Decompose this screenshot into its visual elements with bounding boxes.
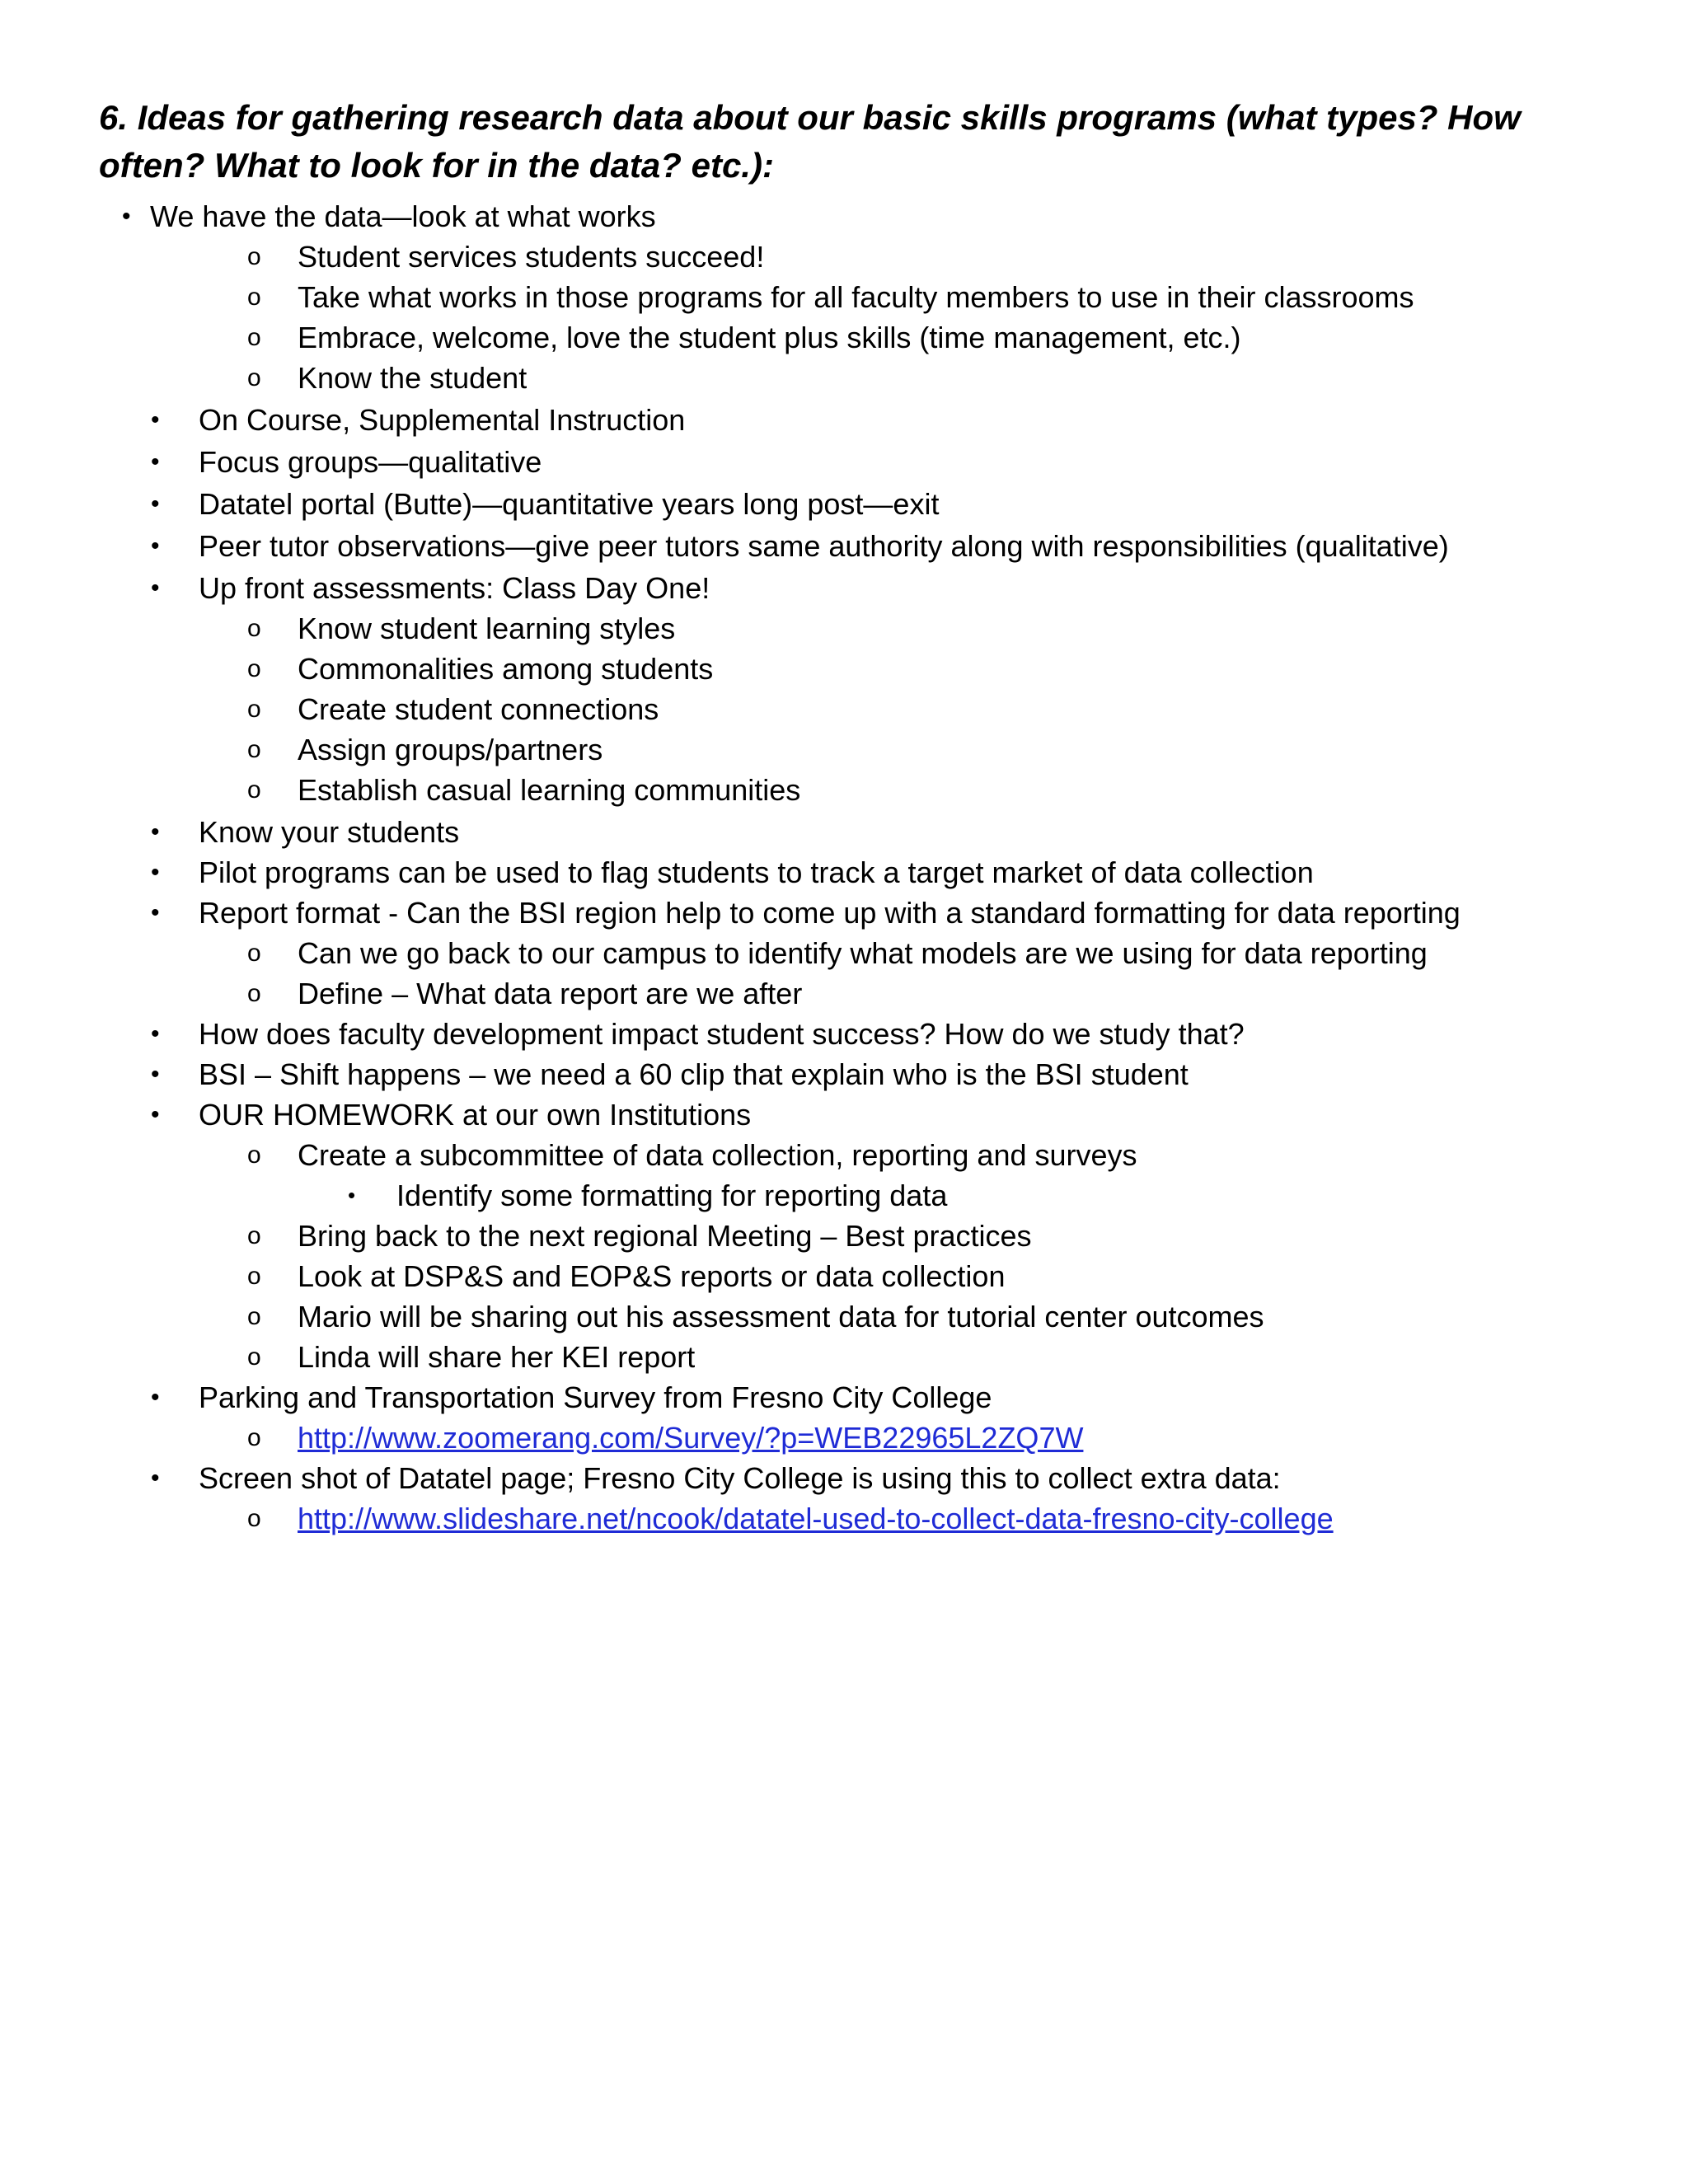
list-item-text: Define – What data report are we after — [298, 977, 803, 1010]
section-heading — [99, 94, 1582, 190]
list-item-text: Student services students succeed! — [298, 240, 765, 274]
heading-line-1: 6. Ideas for gathering research data about our basic skills programs (what types? How — [99, 98, 1521, 137]
circle-bullet-icon: o — [247, 364, 261, 391]
bullet-icon: • — [151, 899, 160, 926]
bullet-icon: • — [151, 1384, 160, 1411]
slideshare-link[interactable]: http://www.slideshare.net/ncook/datatel-used-to-collect-data-fresno-city-college — [298, 1502, 1334, 1535]
list-item-text: Know the student — [298, 361, 528, 395]
circle-bullet-icon: o — [247, 980, 261, 1007]
circle-bullet-icon: o — [247, 776, 261, 804]
bullet-icon: • — [151, 818, 160, 846]
list-item-text: How does faculty development impact student success? How do we study that? — [199, 1017, 1245, 1051]
circle-bullet-icon: o — [247, 1424, 261, 1451]
list-item-text: Can we go back to our campus to identify what models are we using for data reporting — [298, 936, 1428, 970]
circle-bullet-icon: o — [247, 1343, 261, 1371]
bullet-icon: • — [151, 859, 160, 886]
list-item-text: Commonalities among students — [298, 652, 714, 686]
list-item-text: Pilot programs can be used to flag students to track a target market of data collection — [199, 855, 1314, 889]
list-item-text: BSI – Shift happens – we need a 60 clip that explain who is the BSI student — [199, 1057, 1189, 1091]
list-item-text: Parking and Transportation Survey from Fresno City College — [199, 1380, 992, 1414]
bullet-icon: • — [151, 406, 160, 434]
circle-bullet-icon: o — [247, 736, 261, 763]
bullet-icon: • — [151, 490, 160, 518]
list-item-text: Embrace, welcome, love the student plus skills (time management, etc.) — [298, 321, 1241, 354]
bullet-icon: • — [151, 1465, 160, 1492]
bullet-icon: • — [348, 1183, 356, 1207]
list-item-text: Bring back to the next regional Meeting – Best practices — [298, 1219, 1032, 1253]
list-item-text: Mario will be sharing out his assessment data for tutorial center outcomes — [298, 1300, 1264, 1333]
list-item-text: On Course, Supplemental Instruction — [199, 403, 686, 437]
bullet-icon: • — [151, 532, 160, 560]
list-item-text: OUR HOMEWORK at our own Institutions — [199, 1098, 752, 1132]
bullet-icon: • — [151, 574, 160, 602]
circle-bullet-icon: o — [247, 655, 261, 682]
list-item-text: Peer tutor observations—give peer tutors same authority along with responsibilities (qualitative) — [199, 529, 1449, 563]
list-item-text: Linda will share her KEI report — [298, 1340, 696, 1374]
circle-bullet-icon: o — [247, 615, 261, 642]
list-item-text: Create a subcommittee of data collection, reporting and surveys — [298, 1138, 1137, 1172]
heading-line-2: often? What to look for in the data? etc.): — [99, 146, 774, 185]
circle-bullet-icon: o — [247, 324, 261, 351]
circle-bullet-icon: o — [247, 1303, 261, 1330]
circle-bullet-icon: o — [247, 1222, 261, 1249]
circle-bullet-icon: o — [247, 1505, 261, 1532]
bullet-icon: • — [151, 1020, 160, 1047]
bullet-icon: • — [151, 448, 160, 476]
list-item-text: Create student connections — [298, 692, 659, 726]
circle-bullet-icon: o — [247, 696, 261, 723]
list-item-text: Up front assessments: Class Day One! — [199, 571, 710, 605]
list-item-text: Establish casual learning communities — [298, 773, 801, 807]
circle-bullet-icon: o — [247, 1141, 261, 1169]
list-item-text: We have the data—look at what works — [150, 199, 656, 233]
list-item-text: Know student learning styles — [298, 612, 676, 645]
list-item-text: Datatel portal (Butte)—quantitative years long post—exit — [199, 487, 940, 521]
circle-bullet-icon: o — [247, 284, 261, 311]
circle-bullet-icon: o — [247, 1263, 261, 1290]
list-item-text: Report format - Can the BSI region help to come up with a standard formatting for data reporting — [199, 896, 1461, 930]
list-item-text: Take what works in those programs for all faculty members to use in their classrooms — [298, 280, 1414, 314]
bullet-icon: • — [151, 1061, 160, 1088]
circle-bullet-icon: o — [247, 940, 261, 967]
list-item-text: Screen shot of Datatel page; Fresno City College is using this to collect extra data: — [199, 1461, 1281, 1495]
bullet-icon: • — [122, 203, 131, 230]
list-item-text: Identify some formatting for reporting data — [396, 1179, 948, 1212]
list-item-text: Focus groups—qualitative — [199, 445, 542, 479]
bullet-icon: • — [151, 1101, 160, 1128]
list-item-text: Know your students — [199, 815, 460, 849]
circle-bullet-icon: o — [247, 243, 261, 270]
zoomerang-survey-link[interactable]: http://www.zoomerang.com/Survey/?p=WEB22965L2ZQ7W — [298, 1421, 1084, 1455]
list-item-text: Assign groups/partners — [298, 733, 603, 766]
list-item-text: Look at DSP&S and EOP&S reports or data collection — [298, 1259, 1006, 1293]
